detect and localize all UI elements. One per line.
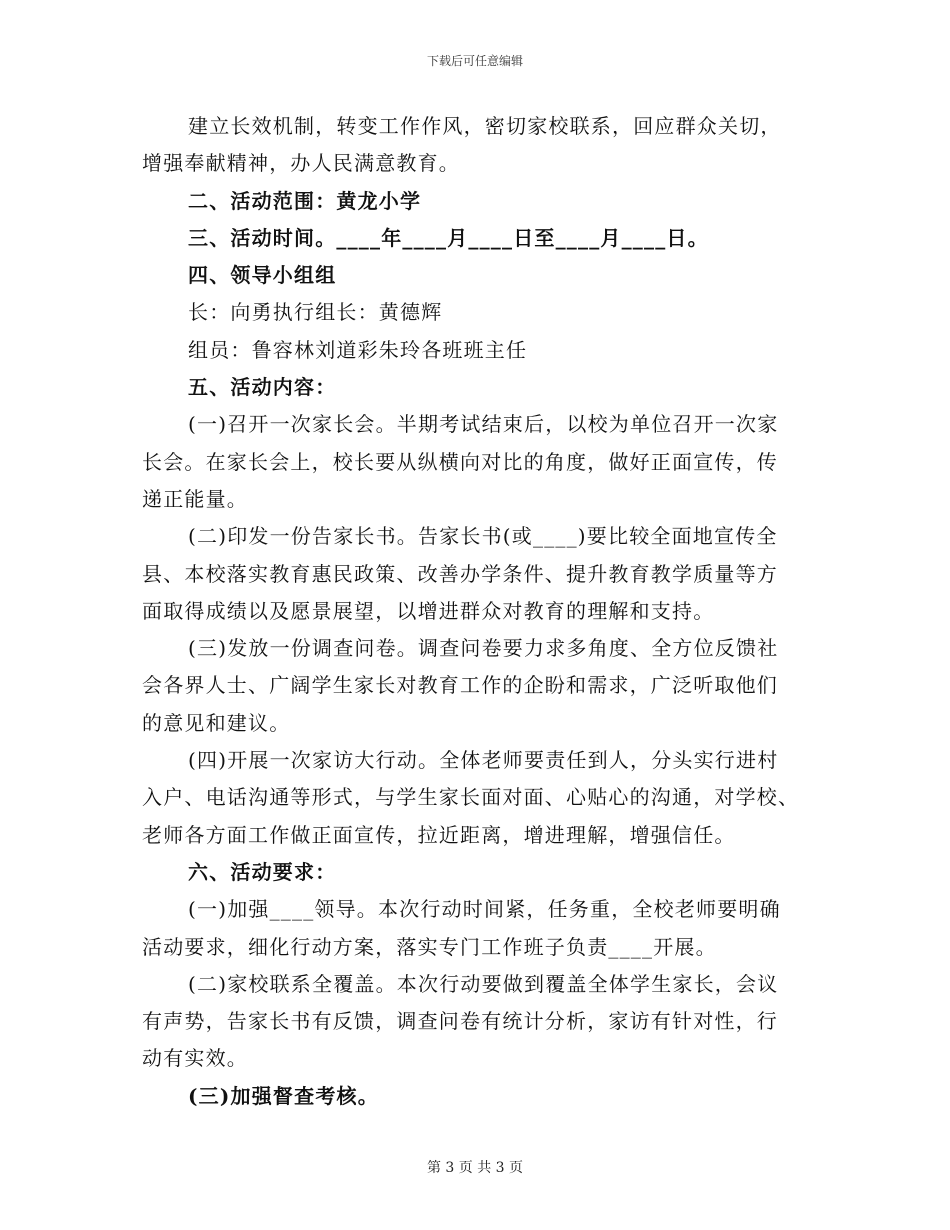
paragraph-line: 动有实效。: [142, 1046, 248, 1071]
paragraph-line: 有声势，告家长书有反馈，调查问卷有统计分析，家访有针对性，行: [142, 1009, 778, 1034]
paragraph-line: (四)开展一次家访大行动。全体老师要责任到人，分头实行进村: [188, 748, 779, 773]
page-header: 下载后可任意编辑: [426, 54, 523, 68]
paragraph-line: 递正能量。: [142, 486, 248, 511]
paragraph-line: 面取得成绩以及愿景展望，以增进群众对教育的理解和支持。: [142, 598, 715, 623]
paragraph-line: 长会。在家长会上，校长要从纵横向对比的角度，做好正面宣传，传: [142, 449, 778, 474]
section-heading: (三)加强督查考核。: [188, 1083, 379, 1108]
section-heading: 五、活动内容：: [188, 375, 337, 400]
paragraph-line: (三)发放一份调查问卷。调查问卷要力求多角度、全方位反馈社: [188, 636, 779, 661]
paragraph-line: 入户、电话沟通等形式，与学生家长面对面、心贴心的沟通，对学校、: [142, 785, 800, 810]
paragraph-line: (一)加强____领导。本次行动时间紧，任务重，全校老师要明确: [188, 897, 781, 922]
paragraph-line: 组员：鲁容林刘道彩朱玲各班班主任: [188, 337, 528, 362]
paragraph-line: 增强奉献精神，办人民满意教育。: [142, 151, 460, 176]
paragraph-line: 的意见和建议。: [142, 710, 291, 735]
section-heading: 六、活动要求：: [188, 859, 337, 884]
section-heading: 三、活动时间。____年____月____日至____月____日。: [188, 225, 709, 250]
section-heading: 二、活动范围：黄龙小学: [188, 188, 422, 213]
document-body: [142, 108, 802, 1115]
paragraph-line: 建立长效机制，转变工作作风，密切家校联系，回应群众关切，: [188, 114, 782, 138]
paragraph-line: 长：向勇执行组长：黄德辉: [188, 300, 443, 325]
page-footer: 第 3 页 共 3 页: [426, 1160, 524, 1176]
paragraph-line: 县、本校落实教育惠民政策、改善办学条件、提升教育教学质量等方: [142, 561, 778, 586]
paragraph-line: (二)印发一份告家长书。告家长书(或____)要比较全面地宣传全: [188, 524, 778, 549]
paragraph-line: (二)家校联系全覆盖。本次行动要做到覆盖全体学生家长，会议: [188, 971, 779, 996]
paragraph-line: (一)召开一次家长会。半期考试结束后，以校为单位召开一次家: [188, 412, 779, 437]
paragraph-line: 老师各方面工作做正面宣传，拉近距离，增进理解，增强信任。: [142, 822, 736, 847]
paragraph-line: 会各界人士、广阔学生家长对教育工作的企盼和需求，广泛听取他们: [142, 673, 778, 698]
paragraph-line: 活动要求，细化行动方案，落实专门工作班子负责____开展。: [142, 934, 717, 959]
section-heading: 四、领导小组组: [188, 263, 337, 288]
